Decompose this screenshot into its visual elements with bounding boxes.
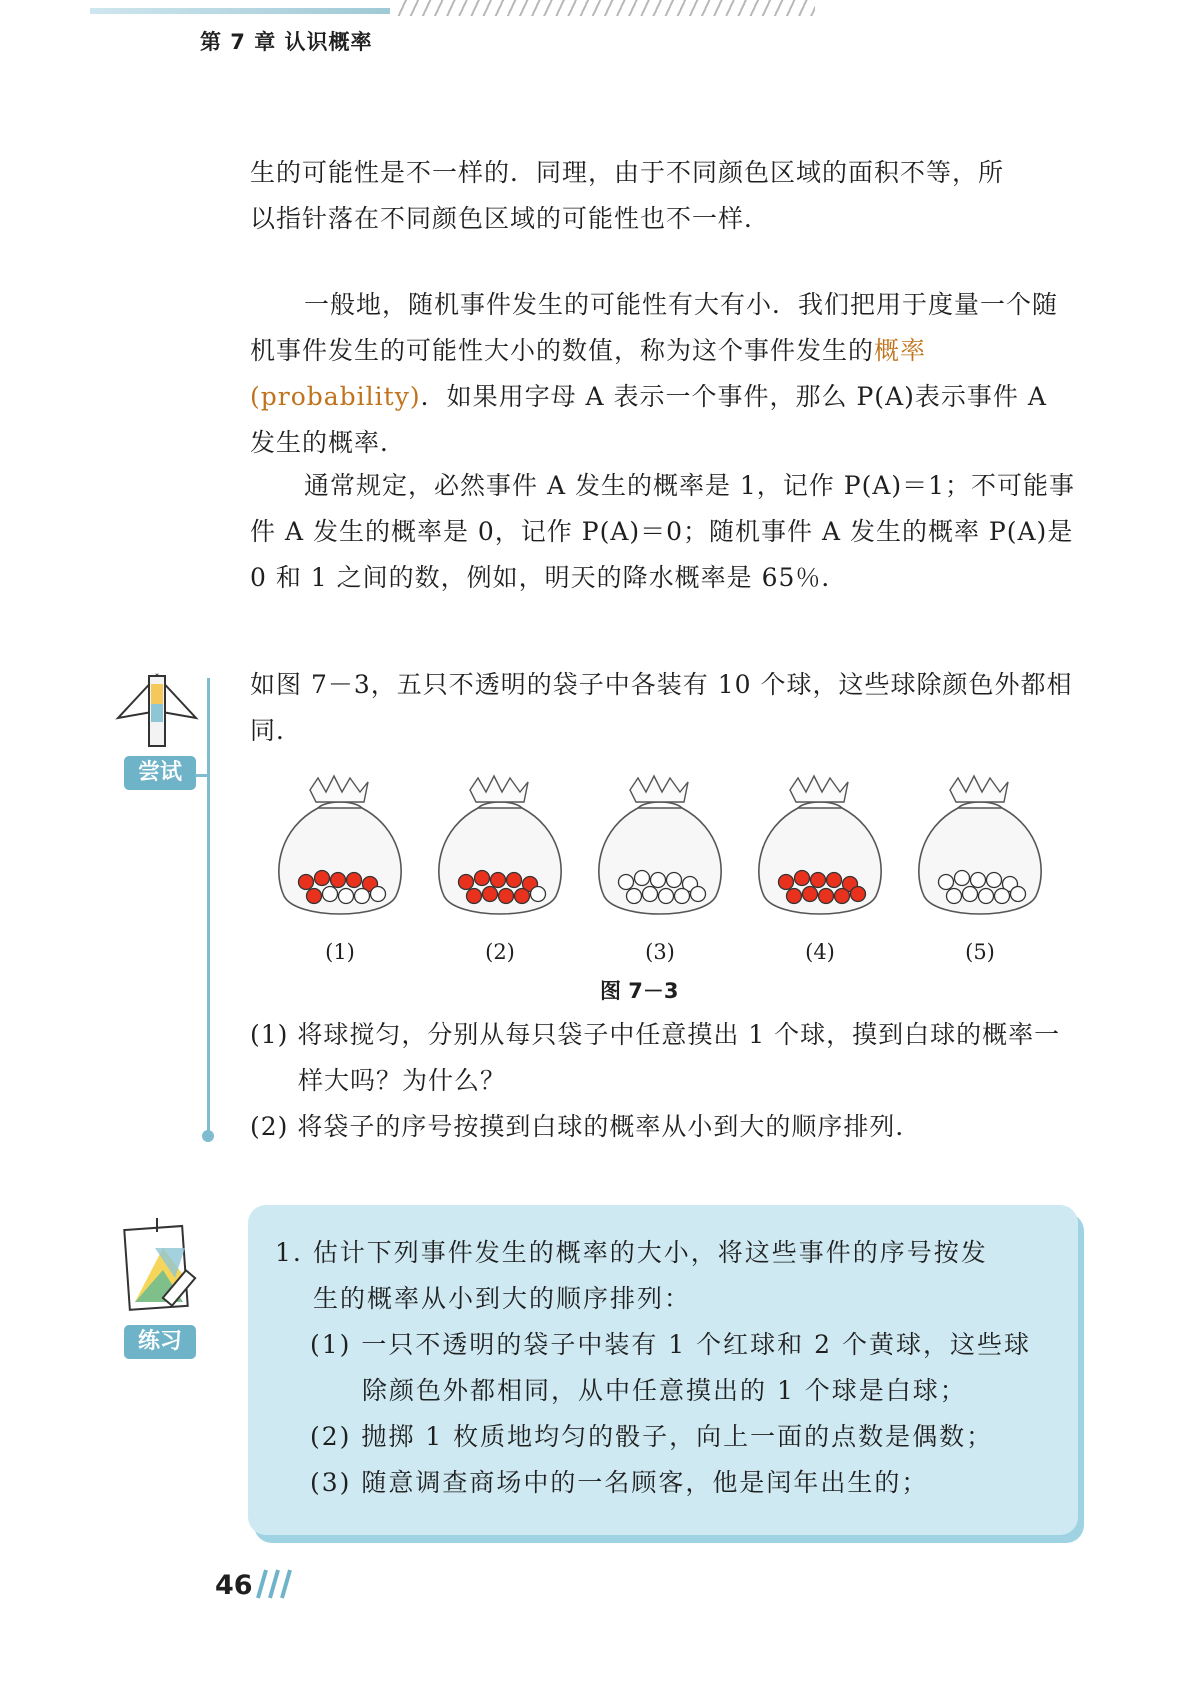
practice-item-1-line-2: 生的概率从小到大的顺序排列： <box>313 1284 692 1313</box>
white-ball <box>963 887 978 902</box>
bag-1-drawing <box>270 770 410 935</box>
white-ball <box>651 873 666 888</box>
practice-sub-1-line-1: (1) 一只不透明的袋子中装有 1 个红球和 2 个黄球，这些球 <box>310 1330 1031 1359</box>
try-question-2: (2) 将袋子的序号按摸到白球的概率从小到大的顺序排列． <box>250 1112 922 1141</box>
white-ball <box>971 873 986 888</box>
try-intro: 如图 7－3，五只不透明的袋子中各装有 10 个球，这些球除颜色外都相同． <box>250 670 1073 745</box>
figure-7-3 <box>270 770 1070 990</box>
red-ball <box>475 871 490 886</box>
white-ball <box>947 889 962 904</box>
red-ball <box>795 871 810 886</box>
white-ball <box>675 889 690 904</box>
white-ball <box>371 887 386 902</box>
red-ball <box>483 887 498 902</box>
white-ball <box>635 871 650 886</box>
bag-1 <box>270 770 410 980</box>
definition-text-a: 一般地，随机事件发生的可能性有大有小．我们把用于度量一个随机事件发生的可能性大小的数值，称为这个事件发生的 <box>250 290 1059 365</box>
white-ball <box>355 889 370 904</box>
red-ball <box>307 889 322 904</box>
red-ball <box>515 889 530 904</box>
bag-2-label: (2) <box>485 940 515 964</box>
try-section-icon <box>112 672 202 752</box>
white-ball <box>979 889 994 904</box>
bag-4-drawing <box>750 770 890 935</box>
red-ball <box>811 873 826 888</box>
probability-keyword-en: (probability) <box>250 382 421 411</box>
bag-top <box>470 776 528 802</box>
red-ball <box>779 875 794 890</box>
white-ball <box>323 887 338 902</box>
bag-4 <box>750 770 890 980</box>
bag-neck <box>478 802 522 808</box>
bag-top <box>630 776 688 802</box>
bag-5-label: (5) <box>965 940 995 964</box>
bag-top <box>950 776 1008 802</box>
white-ball <box>627 889 642 904</box>
page-number-hatch <box>248 1568 298 1600</box>
bag-neck <box>638 802 682 808</box>
red-ball <box>819 889 834 904</box>
white-ball <box>939 875 954 890</box>
bag-top <box>310 776 368 802</box>
paragraph-1-line-2: 以指针落在不同颜色区域的可能性也不一样． <box>250 204 771 233</box>
bag-2 <box>430 770 570 980</box>
red-ball <box>803 887 818 902</box>
header-hatch <box>395 0 815 16</box>
practice-sub-1-line-2: 除颜色外都相同，从中任意摸出的 1 个球是白球； <box>362 1376 967 1405</box>
white-ball <box>667 873 682 888</box>
try-side-line <box>207 678 210 1138</box>
red-ball <box>331 873 346 888</box>
chapter-title: 第 7 章 认识概率 <box>200 30 373 54</box>
practice-sub-2: (2) 抛掷 1 枚质地均匀的骰子，向上一面的点数是偶数； <box>310 1422 994 1451</box>
bag-5 <box>910 770 1050 980</box>
white-ball <box>619 875 634 890</box>
white-ball <box>987 873 1002 888</box>
try-side-dot <box>202 1130 214 1142</box>
try-tag: 尝试 <box>124 756 196 790</box>
page-number: 46 <box>215 1570 253 1601</box>
red-ball <box>315 871 330 886</box>
red-ball <box>851 887 866 902</box>
bag-1-label: (1) <box>325 940 355 964</box>
white-ball <box>691 887 706 902</box>
red-ball <box>459 875 474 890</box>
practice-section-icon <box>115 1218 205 1318</box>
bag-3-drawing <box>590 770 730 935</box>
try-question-1: (1) 将球搅匀，分别从每只袋子中任意摸出 1 个球，摸到白球的概率一样大吗？为什么？ <box>250 1020 1061 1095</box>
practice-sub-1 <box>310 1322 1070 1414</box>
bag-3-label: (3) <box>645 940 675 964</box>
red-ball <box>299 875 314 890</box>
practice-sub-3: (3) 随意调查商场中的一名顾客，他是闰年出生的； <box>310 1468 929 1497</box>
white-ball <box>531 887 546 902</box>
red-ball <box>835 889 850 904</box>
definition-paragraph <box>250 282 1080 466</box>
red-ball <box>507 873 522 888</box>
paragraph-1-line-1: 生的可能性是不一样的．同理，由于不同颜色区域的面积不等，所 <box>250 158 1005 187</box>
bag-2-drawing <box>430 770 570 935</box>
white-ball <box>643 887 658 902</box>
bag-3 <box>590 770 730 980</box>
paragraph-1 <box>250 150 1080 242</box>
header-band <box>90 8 390 14</box>
bag-neck <box>798 802 842 808</box>
red-ball <box>499 889 514 904</box>
white-ball <box>659 889 674 904</box>
white-ball <box>995 889 1010 904</box>
red-ball <box>827 873 842 888</box>
white-ball <box>955 871 970 886</box>
practice-tag: 练习 <box>124 1325 196 1359</box>
red-ball <box>787 889 802 904</box>
bag-neck <box>958 802 1002 808</box>
definition-text-b: ．如果用字母 A 表示一个事件，那么 P(A)表示事件 A 发生的概率． <box>250 382 1047 457</box>
bag-4-label: (4) <box>805 940 835 964</box>
bag-5-drawing <box>910 770 1050 935</box>
white-ball <box>1011 887 1026 902</box>
red-ball <box>347 873 362 888</box>
figure-caption: 图 7－3 <box>600 979 679 1003</box>
convention-paragraph: 通常规定，必然事件 A 发生的概率是 1，记作 P(A)＝1；不可能事件 A 发生的概率是 0，记作 P(A)＝0；随机事件 A 发生的概率 P(A)是 0 和 1 之间的数，例如，明天的降水概率是 65％． <box>250 471 1076 592</box>
probability-keyword: 概率 <box>874 336 927 365</box>
practice-item-1 <box>275 1230 1065 1322</box>
bag-top <box>790 776 848 802</box>
red-ball <box>491 873 506 888</box>
red-ball <box>467 889 482 904</box>
bag-neck <box>318 802 362 808</box>
white-ball <box>339 889 354 904</box>
practice-item-1-line-1: 1. 估计下列事件发生的概率的大小，将这些事件的序号按发 <box>275 1238 988 1267</box>
